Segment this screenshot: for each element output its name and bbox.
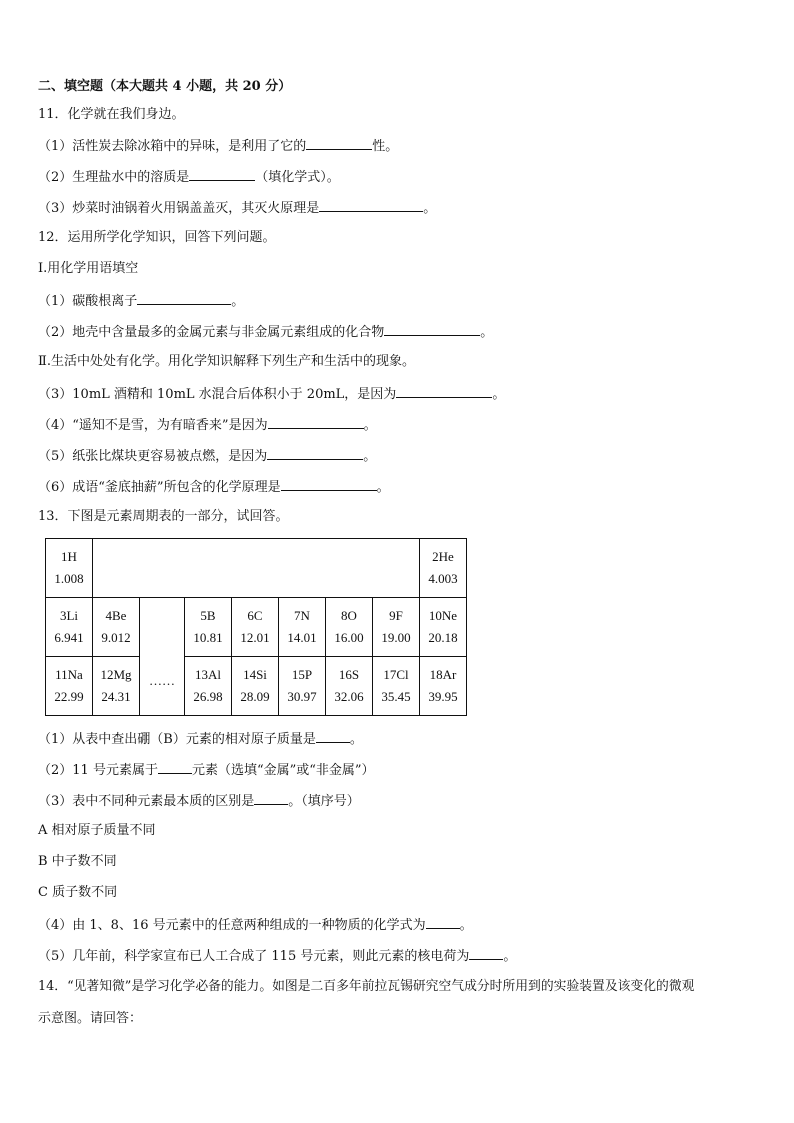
q11-item-3-text: （3）炒菜时油锅着火用锅盖盖灭，其灭火原理是 (38, 201, 320, 216)
element-cell: 5B 10.81 (185, 598, 232, 657)
q11-item-1-text: （1）活性炭去除冰箱中的异味，是利用了它的 (38, 139, 307, 154)
element-cell: 2He 4.003 (420, 539, 467, 598)
q11-item-3-tail: 。 (423, 201, 437, 216)
element-cell: 1H 1.008 (46, 539, 93, 598)
q13-item-3 (38, 792, 360, 810)
q12-item-4-tail: 。 (363, 418, 377, 433)
q12-item-6 (38, 478, 390, 496)
q12-item-5 (38, 447, 376, 465)
q13-item-1 (38, 730, 363, 748)
q13-item-2-text: （2）11 号元素属于 (38, 763, 158, 778)
q14-line-1: 14．“见著知微”是学习化学必备的能力。如图是二百多年前拉瓦锡研究空气成分时所用到的实验装置及该变化的微观 (38, 979, 695, 994)
answer-blank[interactable] (267, 447, 363, 460)
element-cell: 18Ar 39.95 (420, 657, 467, 716)
q12-item-3-tail: 。 (492, 387, 506, 402)
q13-item-5-tail: 。 (503, 949, 517, 964)
answer-blank[interactable] (281, 478, 377, 491)
q11-item-2 (38, 168, 340, 186)
q13-item-5 (38, 947, 516, 965)
q12-item-1-text: （1）碳酸根离子 (38, 294, 138, 309)
ellipsis: …… (149, 672, 175, 688)
q13-item-4 (38, 916, 473, 934)
q13-option-a: A 相对原子质量不同 (38, 823, 156, 838)
periodic-table (45, 538, 467, 716)
q13-item-1-tail: 。 (349, 732, 363, 747)
answer-blank[interactable] (396, 385, 492, 398)
q12-item-6-text: （6）成语“釜底抽薪”所包含的化学原理是 (38, 480, 281, 495)
q12-item-2-text: （2）地壳中含量最多的金属元素与非金属元素组成的化合物 (38, 325, 385, 340)
element-cell: 6C 12.01 (232, 598, 279, 657)
q12-item-5-text: （5）纸张比煤块更容易被点燃，是因为 (38, 449, 268, 464)
answer-blank[interactable] (189, 168, 255, 181)
element-cell: 15P 30.97 (279, 657, 326, 716)
q12-item-3-text: （3）10mL 酒精和 10mL 水混合后体积小于 20mL，是因为 (38, 387, 397, 402)
answer-blank[interactable] (158, 761, 192, 774)
q13-item-5-text: （5）几年前，科学家宣布已人工合成了 115 号元素，则此元素的核电荷为 (38, 949, 470, 964)
q11-item-1-tail: 性。 (372, 139, 399, 154)
q11-item-1 (38, 137, 398, 155)
empty-region (93, 539, 420, 598)
element-cell: 4Be 9.012 (93, 598, 140, 657)
q11-item-2-tail: （填化学式）。 (255, 170, 340, 185)
q12-item-5-tail: 。 (363, 449, 377, 464)
answer-blank[interactable] (384, 323, 480, 336)
answer-blank[interactable] (319, 199, 423, 212)
answer-blank[interactable] (316, 730, 350, 743)
q13-item-4-tail: 。 (459, 918, 473, 933)
element-cell: 8O 16.00 (326, 598, 373, 657)
answer-blank[interactable] (254, 792, 288, 805)
element-cell: 10Ne 20.18 (420, 598, 467, 657)
q13-option-b: B 中子数不同 (38, 854, 117, 869)
q11-stem: 11．化学就在我们身边。 (38, 107, 185, 122)
q12-item-1 (38, 292, 244, 310)
q12-item-4-text: （4）“遥知不是雪，为有暗香来”是因为 (38, 418, 268, 433)
element-cell: 3Li 6.941 (46, 598, 93, 657)
q12-part2: Ⅱ.生活中处处有化学。用化学知识解释下列生产和生活中的现象。 (38, 354, 415, 369)
element-cell: 14Si 28.09 (232, 657, 279, 716)
q11-item-2-text: （2）生理盐水中的溶质是 (38, 170, 190, 185)
q13-item-1-text: （1）从表中查出硼（B）元素的相对原子质量是 (38, 732, 316, 747)
answer-blank[interactable] (137, 292, 231, 305)
element-cell: 11Na 22.99 (46, 657, 93, 716)
section-title: 二、填空题（本大题共 4 小题，共 20 分） (38, 79, 292, 94)
answer-blank[interactable] (469, 947, 503, 960)
q12-item-4 (38, 416, 377, 434)
q12-stem: 12．运用所学化学知识，回答下列问题。 (38, 230, 276, 245)
q12-item-6-tail: 。 (376, 480, 390, 495)
q13-item-2-tail: 元素（选填“金属”或“非金属”） (191, 763, 375, 778)
q12-item-2-tail: 。 (480, 325, 494, 340)
q14-line-2: 示意图。请回答： (38, 1011, 143, 1026)
q13-item-2 (38, 761, 375, 779)
element-cell: 7N 14.01 (279, 598, 326, 657)
answer-blank[interactable] (306, 137, 372, 150)
answer-blank[interactable] (268, 416, 364, 429)
answer-blank[interactable] (426, 916, 460, 929)
q12-item-1-tail: 。 (231, 294, 245, 309)
q11-item-3 (38, 199, 436, 217)
element-cell: 9F 19.00 (373, 598, 420, 657)
q13-item-3-tail: 。（填序号） (288, 794, 360, 809)
q12-item-3 (38, 385, 505, 403)
q12-item-2 (38, 323, 493, 341)
element-cell: 16S 32.06 (326, 657, 373, 716)
q13-option-c: C 质子数不同 (38, 885, 118, 900)
element-cell: 13Al 26.98 (185, 657, 232, 716)
element-cell: 17Cl 35.45 (373, 657, 420, 716)
q13-item-3-text: （3）表中不同种元素最本质的区别是 (38, 794, 255, 809)
q13-stem: 13．下图是元素周期表的一部分，试回答。 (38, 509, 289, 524)
q13-item-4-text: （4）由 1、8、16 号元素中的任意两种组成的一种物质的化学式为 (38, 918, 426, 933)
q12-part1: Ⅰ.用化学用语填空 (38, 261, 139, 276)
ellipsis-cell (140, 598, 185, 716)
element-cell: 12Mg 24.31 (93, 657, 140, 716)
